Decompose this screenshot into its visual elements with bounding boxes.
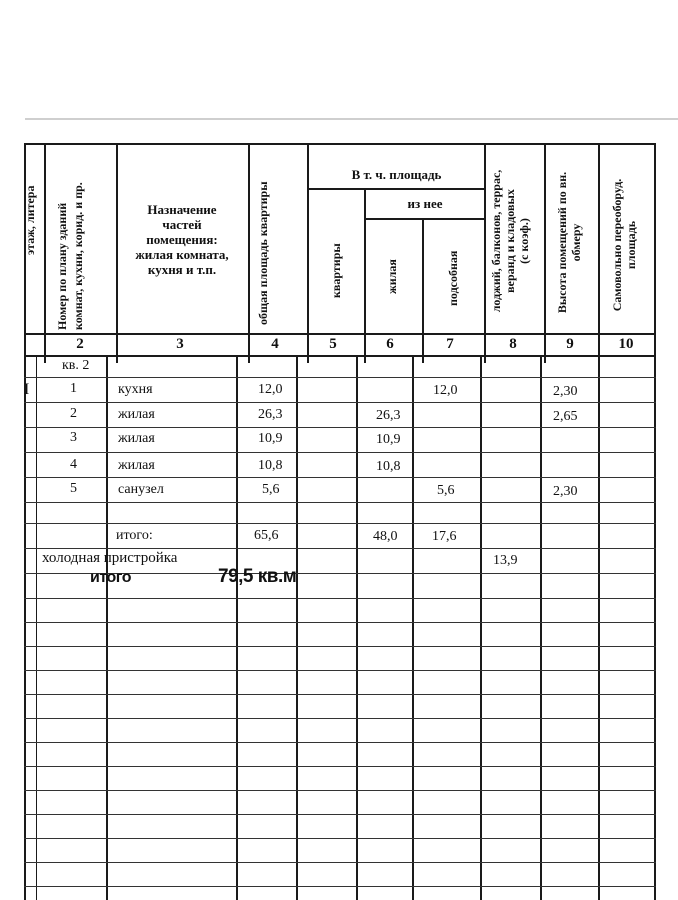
grand-total-value: 79,5 кв.м [218,566,297,587]
room-height: 2,30 [553,484,578,499]
col3-header-line: Назначение [147,202,217,217]
grid-line [307,188,486,190]
grid-line [24,790,656,791]
aux-area: 5,6 [437,483,455,498]
subtotal-living-area: 48,0 [373,529,398,544]
total-area: 26,3 [258,407,283,422]
grid-line [24,670,656,671]
col5-header: квартиры [329,243,343,298]
col3-header [118,202,246,277]
room-height: 2,30 [553,384,578,399]
col8-header-line: лоджий, балконов, террас, [489,169,503,313]
column-number: 7 [446,336,454,352]
grid-line [24,402,656,403]
room-name: кухня [118,382,153,397]
grid-line [24,622,656,623]
grid-line [24,355,656,357]
total-area: 10,8 [258,458,283,473]
grid-line [24,766,656,767]
col10-header-line: площадь [624,220,638,270]
column-number: 4 [271,336,279,352]
grid-line [24,646,656,647]
room-name: жилая [118,431,155,446]
grid-line [236,355,238,900]
column-number: 3 [176,336,184,352]
grid-line [480,355,482,900]
grid-line [24,548,656,549]
living-area: 26,3 [376,408,401,423]
col6-header: жилая [385,259,399,294]
cold-annex-area: 13,9 [493,553,518,568]
subtotal-label: итого: [116,528,153,543]
grid-line [598,355,600,900]
living-area: 10,9 [376,432,401,447]
aux-area: 12,0 [433,383,458,398]
grid-line [356,355,358,900]
grid-line [24,742,656,743]
column-number: 5 [329,336,337,352]
col1-header-partial: этаж, литера [23,185,37,255]
grid-line [24,143,656,145]
subtotal-total-area: 65,6 [254,528,279,543]
apartment-label: кв. 2 [62,358,90,373]
top-edge-line [25,118,678,120]
col9-header-line: обмеру [569,223,583,262]
room-number: 4 [70,457,77,472]
col3-header-line: кухня и т.п. [147,262,217,277]
grid-line [248,143,250,363]
col3-header-line: жилая комната, [135,247,229,262]
grid-line [364,188,366,363]
grid-line [364,218,486,220]
grid-line [654,143,656,900]
grid-line [412,355,414,900]
grid-line [24,814,656,815]
living-area: 10,8 [376,459,401,474]
grid-line [106,355,108,900]
cold-annex-label: холодная пристройка [42,550,178,566]
column-number: 9 [566,336,574,352]
grid-line [44,143,46,363]
room-height: 2,65 [553,409,578,424]
column-number: 10 [618,336,634,352]
room-number: 5 [70,481,77,496]
grid-line [24,718,656,719]
total-area: 5,6 [262,482,280,497]
col2-header: Номер по плану зданий комнат, кухни, корид. и пр. [55,182,85,330]
grid-line [544,143,546,363]
grid-line [24,333,656,335]
grid-line [24,502,656,503]
room-number: 2 [70,406,77,421]
room-number: 3 [70,430,77,445]
room-name: жилая [118,458,155,473]
grid-line [24,477,656,478]
grid-line [24,143,26,900]
grid-line [540,355,542,900]
total-area: 12,0 [258,382,283,397]
col10-header [610,160,638,330]
grid-line [484,143,486,363]
grid-line [422,218,424,363]
room-name: санузел [118,482,164,497]
col3-header-line: частей [162,217,202,232]
subgroup-header: из нее [407,196,443,211]
col9-header-line: Высота помещений по вн. [555,171,569,314]
row-marker: I [24,381,30,398]
col8-header-line: (с коэф.) [517,218,531,264]
grid-line [24,377,656,378]
grand-total-label: итого [90,569,131,586]
col10-header-line: Самовольно переоборуд. [610,178,624,312]
grid-line [24,598,656,599]
grid-line [24,886,656,887]
col3-header-line: помещения: [146,232,218,247]
total-area: 10,9 [258,431,283,446]
col4-header: общая площадь квартиры [256,181,270,325]
column-number: 2 [76,336,84,352]
col7-header: подсобная [446,250,460,306]
grid-line [296,355,298,900]
grid-line [24,427,656,428]
col8-header-line: веранд и кладовых [503,189,517,293]
grid-line [24,523,656,524]
column-number: 8 [509,336,517,352]
grid-line [24,862,656,863]
grid-line [24,452,656,453]
subtotal-aux-area: 17,6 [432,529,457,544]
room-name: жилая [118,407,155,422]
grid-line [24,694,656,695]
room-number: 1 [70,381,77,396]
column-number: 6 [386,336,394,352]
col9-header [555,155,583,330]
group-header: В т. ч. площадь [351,167,442,182]
grid-line [598,143,600,363]
grid-line [36,355,37,900]
grid-line [24,838,656,839]
col8-header [489,152,531,330]
